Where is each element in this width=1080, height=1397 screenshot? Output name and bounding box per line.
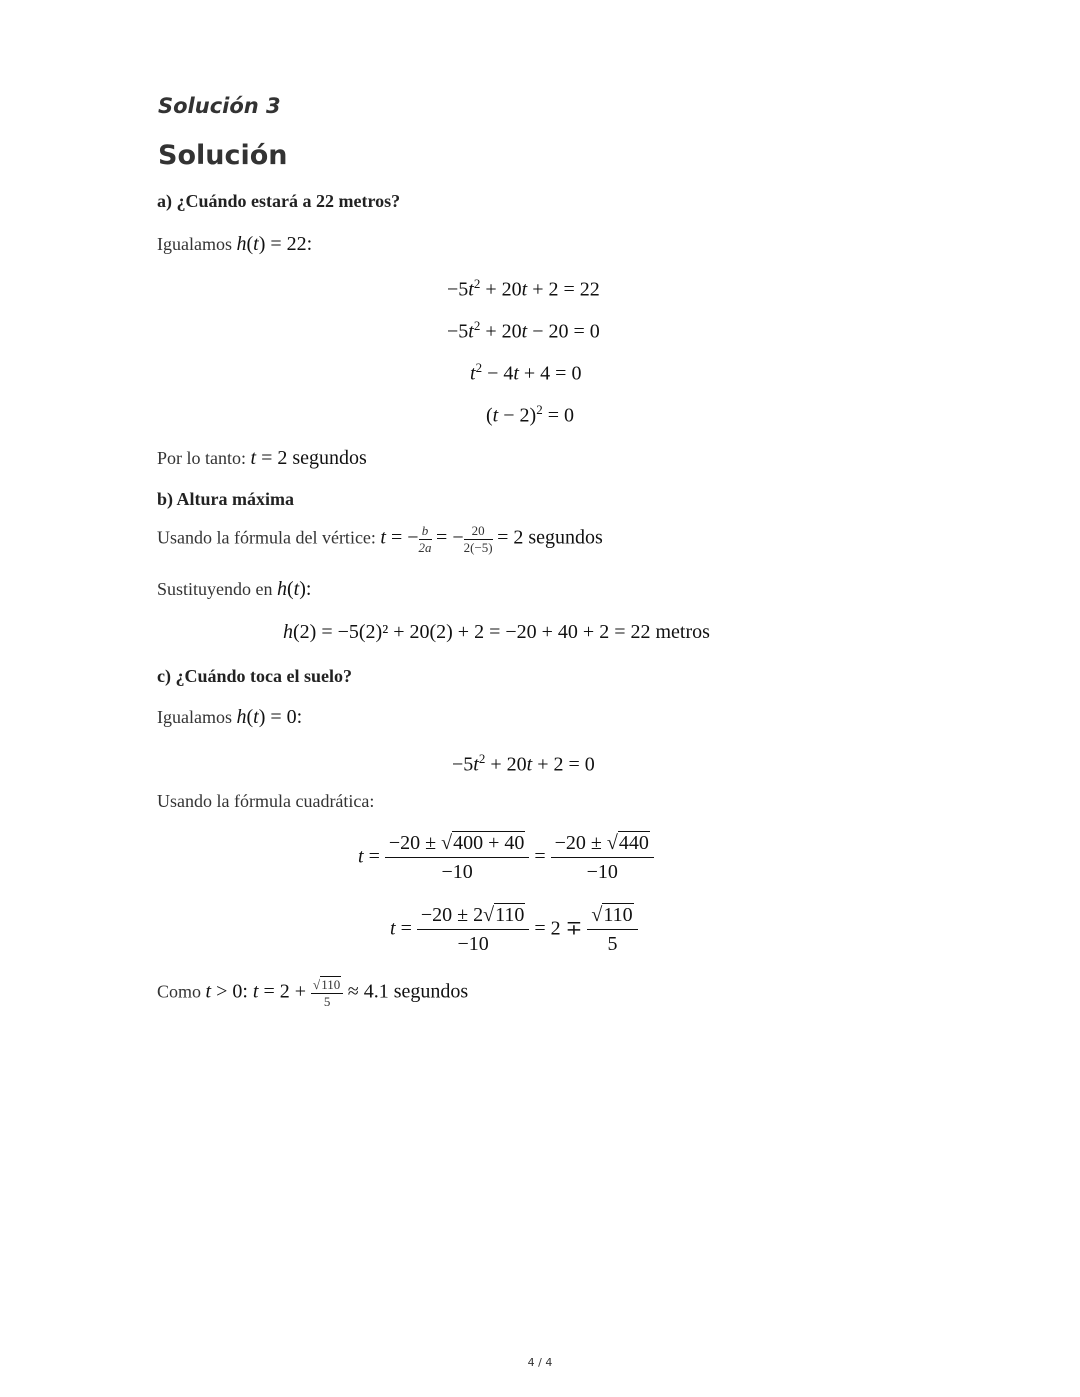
equation-a2: $-5t^2 + 20t - 20 = 0$ [447,318,600,343]
part-a-heading: a) ¿Cuándo estará a 22 metros? [157,191,401,211]
part-b-vertex-prefix: Usando la fórmula del vértice: [157,527,376,548]
quadratic-line-1: t = $\frac{-20 \pm √400 + 40}{-10}$ = $\frac{-20 \pm √440}{-10}$ [358,833,654,883]
sqrt-440: √440 [606,832,649,854]
part-c-final: Como t > 0: t = 2 + $\frac{√110}{5}$ ≈ 4.1 segundos [157,977,469,1009]
quadratic-fraction-3: $\frac{-20 \pm 2√110}{-10}$ [417,905,530,955]
equation-a1: $-5t^2 + 20t + 2 = 22$ [447,276,600,301]
part-b-heading: b) Altura máxima [157,489,294,509]
part-a-intro [157,233,312,256]
sqrt-110: √110 [483,904,525,926]
part-a-intro-math: h(t) = 22: [236,233,313,255]
part-a-intro-value: 22: [286,233,313,255]
quadratic-line-2: t = $\frac{-20 \pm 2√110}{-10}$ = 2 ∓ $\frac{√110}{5}$ [390,905,638,955]
part-c-intro-value: 0: [286,706,303,728]
part-a-conclusion-math: t = [250,447,278,469]
part-a-conclusion-prefix: Por lo tanto: [157,448,246,468]
part-a-conclusion-value: 2 segundos [277,447,367,469]
part-c-quadratic-intro: Usando la fórmula cuadrática: [157,791,375,811]
document-title: Solución 3 [158,94,281,118]
part-c-intro: Igualamos h(t) = 0: [157,706,303,728]
section-title: Solución [158,140,288,171]
equation-a4: $(t - 2)^2 = 0$ [486,402,574,427]
part-b-substitute-prefix: Sustituyendo en [157,579,273,599]
minus-plus: = 2 ∓ [534,917,583,940]
final-fraction: $\frac{√110}{5}$ [311,978,343,1008]
vertex-fraction-2: $\frac{20}{2(-5)}$ [463,523,493,555]
part-b-substitute: Sustituyendo en h(t): [157,578,312,600]
page-number: 4 / 4 [527,1356,553,1369]
part-c-intro-prefix: Igualamos [157,707,232,727]
part-a-conclusion [157,447,367,470]
h2-expression: = −5(2)² + 20(2) + 2 = −20 + 40 + 2 = 22 metros [321,621,710,643]
vertex-result: = 2 segundos [497,526,603,549]
final-result: ≈ 4.1 segundos [347,980,469,1003]
part-c-heading: c) ¿Cuándo toca el suelo? [157,666,352,686]
quadratic-fraction-2: $\frac{-20 \pm √440}{-10}$ [551,833,654,883]
equation-c1: $-5t^2 + 20t + 2 = 0$ [452,751,595,776]
equation-h2: h(2) = −5(2)² + 20(2) + 2 = −20 + 40 + 2 = 22 metros [283,621,710,643]
part-b-vertex: Usando la fórmula del vértice: t = − $\frac{b}{2a}$ = − $\frac{20}{2(-5)}$ = 2 segundos [157,523,603,555]
part-a-intro-prefix: Igualamos [157,234,232,254]
quadratic-fraction-1: $\frac{-20 \pm √400 + 40}{-10}$ [385,833,530,883]
quadratic-fraction-4: $\frac{√110}{5}$ [587,905,637,955]
equation-a3: $t^2 - 4t + 4 = 0$ [470,360,582,385]
part-c-final-prefix: Como [157,981,202,1002]
sqrt-400-40: √400 + 40 [441,832,525,854]
vertex-fraction-1: $\frac{b}{2a}$ [418,523,432,555]
